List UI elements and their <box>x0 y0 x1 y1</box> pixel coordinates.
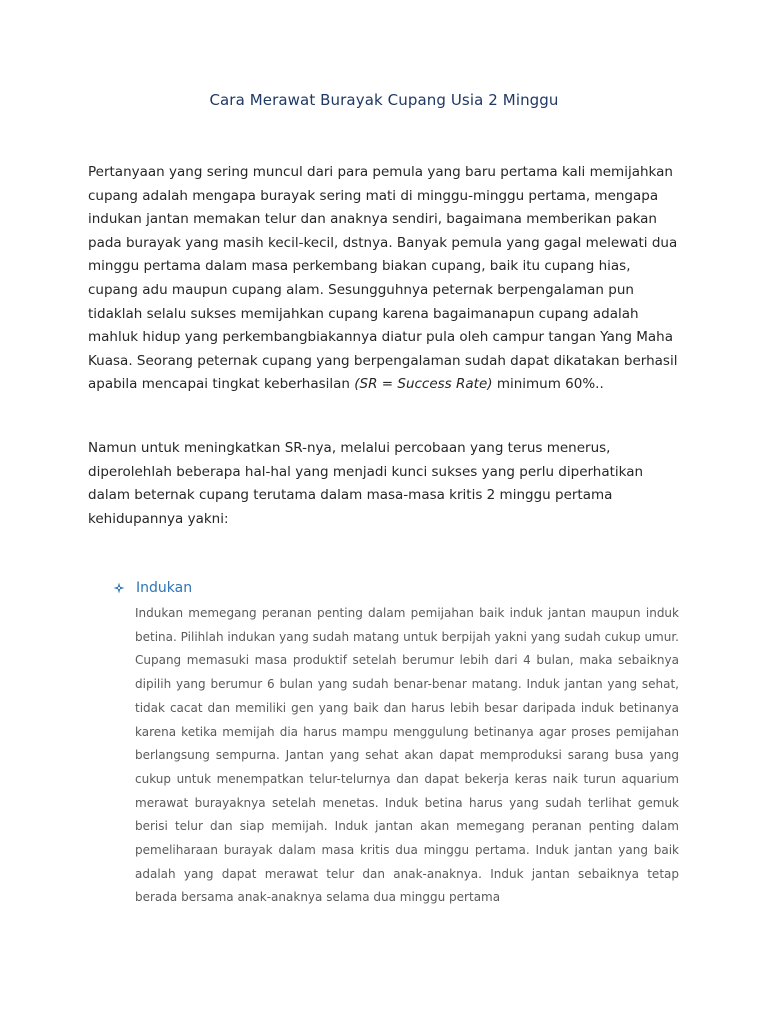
section-body: Indukan memegang peranan penting dalam pemijahan baik induk jantan maupun induk betina. Pilihlah indukan yang sudah matang untuk berpijah yakni yang sudah cukup umur. Cupang memasuki masa produktif setelah berumur lebih dari 4 bulan, maka sebaiknya dipilih yang berumur 6 bulan yang sudah benar-benar matang. Induk jantan yang sehat, tidak cacat dan memiliki gen yang baik dan harus lebih besar daripada induk betinanya karena ketika memijah dia harus mampu menggulung betinanya agar proses pemijahan berlangsung sempurna. Jantan yang sehat akan dapat memproduksi sarang busa yang cukup untuk menempatkan telur-telurnya dan dapat bekerja keras naik turun aquarium merawat burayaknya setelah menetas. Induk betina harus yang sudah terlihat gemuk berisi telur dan siap memijah. Induk jantan akan memegang peranan penting dalam pemeliharaan burayak dalam masa kritis dua minggu pertama. Induk jantan yang baik adalah yang dapat merawat telur dan anak-anaknya. Induk jantan sebaiknya tetap berada bersama anak-anaknya selama dua minggu pertama <box>135 606 679 905</box>
intro-text: Pertanyaan yang sering muncul dari para pemula yang baru pertama kali memijahkan cupang adalah mengapa burayak sering mati di minggu-minggu pertama, mengapa indukan jantan memakan telur dan anaknya sendiri, bagaimana memberikan pakan pada burayak yang masih kecil-kecil, dstnya. Banyak pemula yang gagal melewati dua minggu pertama dalam masa perkembang biakan cupang, baik itu cupang hias, cupang adu maupun cupang alam. Sesungguhnya peternak berpengalaman pun tidaklah selalu sukses memijahkan cupang karena bagaimanapun cupang adalah mahluk hidup yang perkembangbiakannya diatur pula oleh campur tangan Yang Maha Kuasa. Seorang peternak cupang yang berpengalaman sudah dapat dikatakan berhasil apabila mencapai tingkat keberhasilan <box>88 164 678 393</box>
second-paragraph: Namun untuk meningkatkan SR-nya, melalui percobaan yang terus menerus, diperolehlah beberapa hal-hal yang menjadi kunci sukses yang perlu diperhatikan dalam beternak cupang terutama dalam masa-masa kritis 2 minggu pertama kehidupannya yakni: <box>88 440 644 527</box>
diamond-bullet-icon <box>113 582 125 594</box>
section-heading-label: Indukan <box>136 580 193 596</box>
document-title: Cara Merawat Burayak Cupang Usia 2 Minggu <box>209 91 559 109</box>
intro-text-end: minimum 60%.. <box>492 376 604 393</box>
intro-italic-term: (SR = Success Rate) <box>354 376 493 393</box>
section-heading <box>113 580 192 596</box>
intro-paragraph <box>88 161 680 397</box>
